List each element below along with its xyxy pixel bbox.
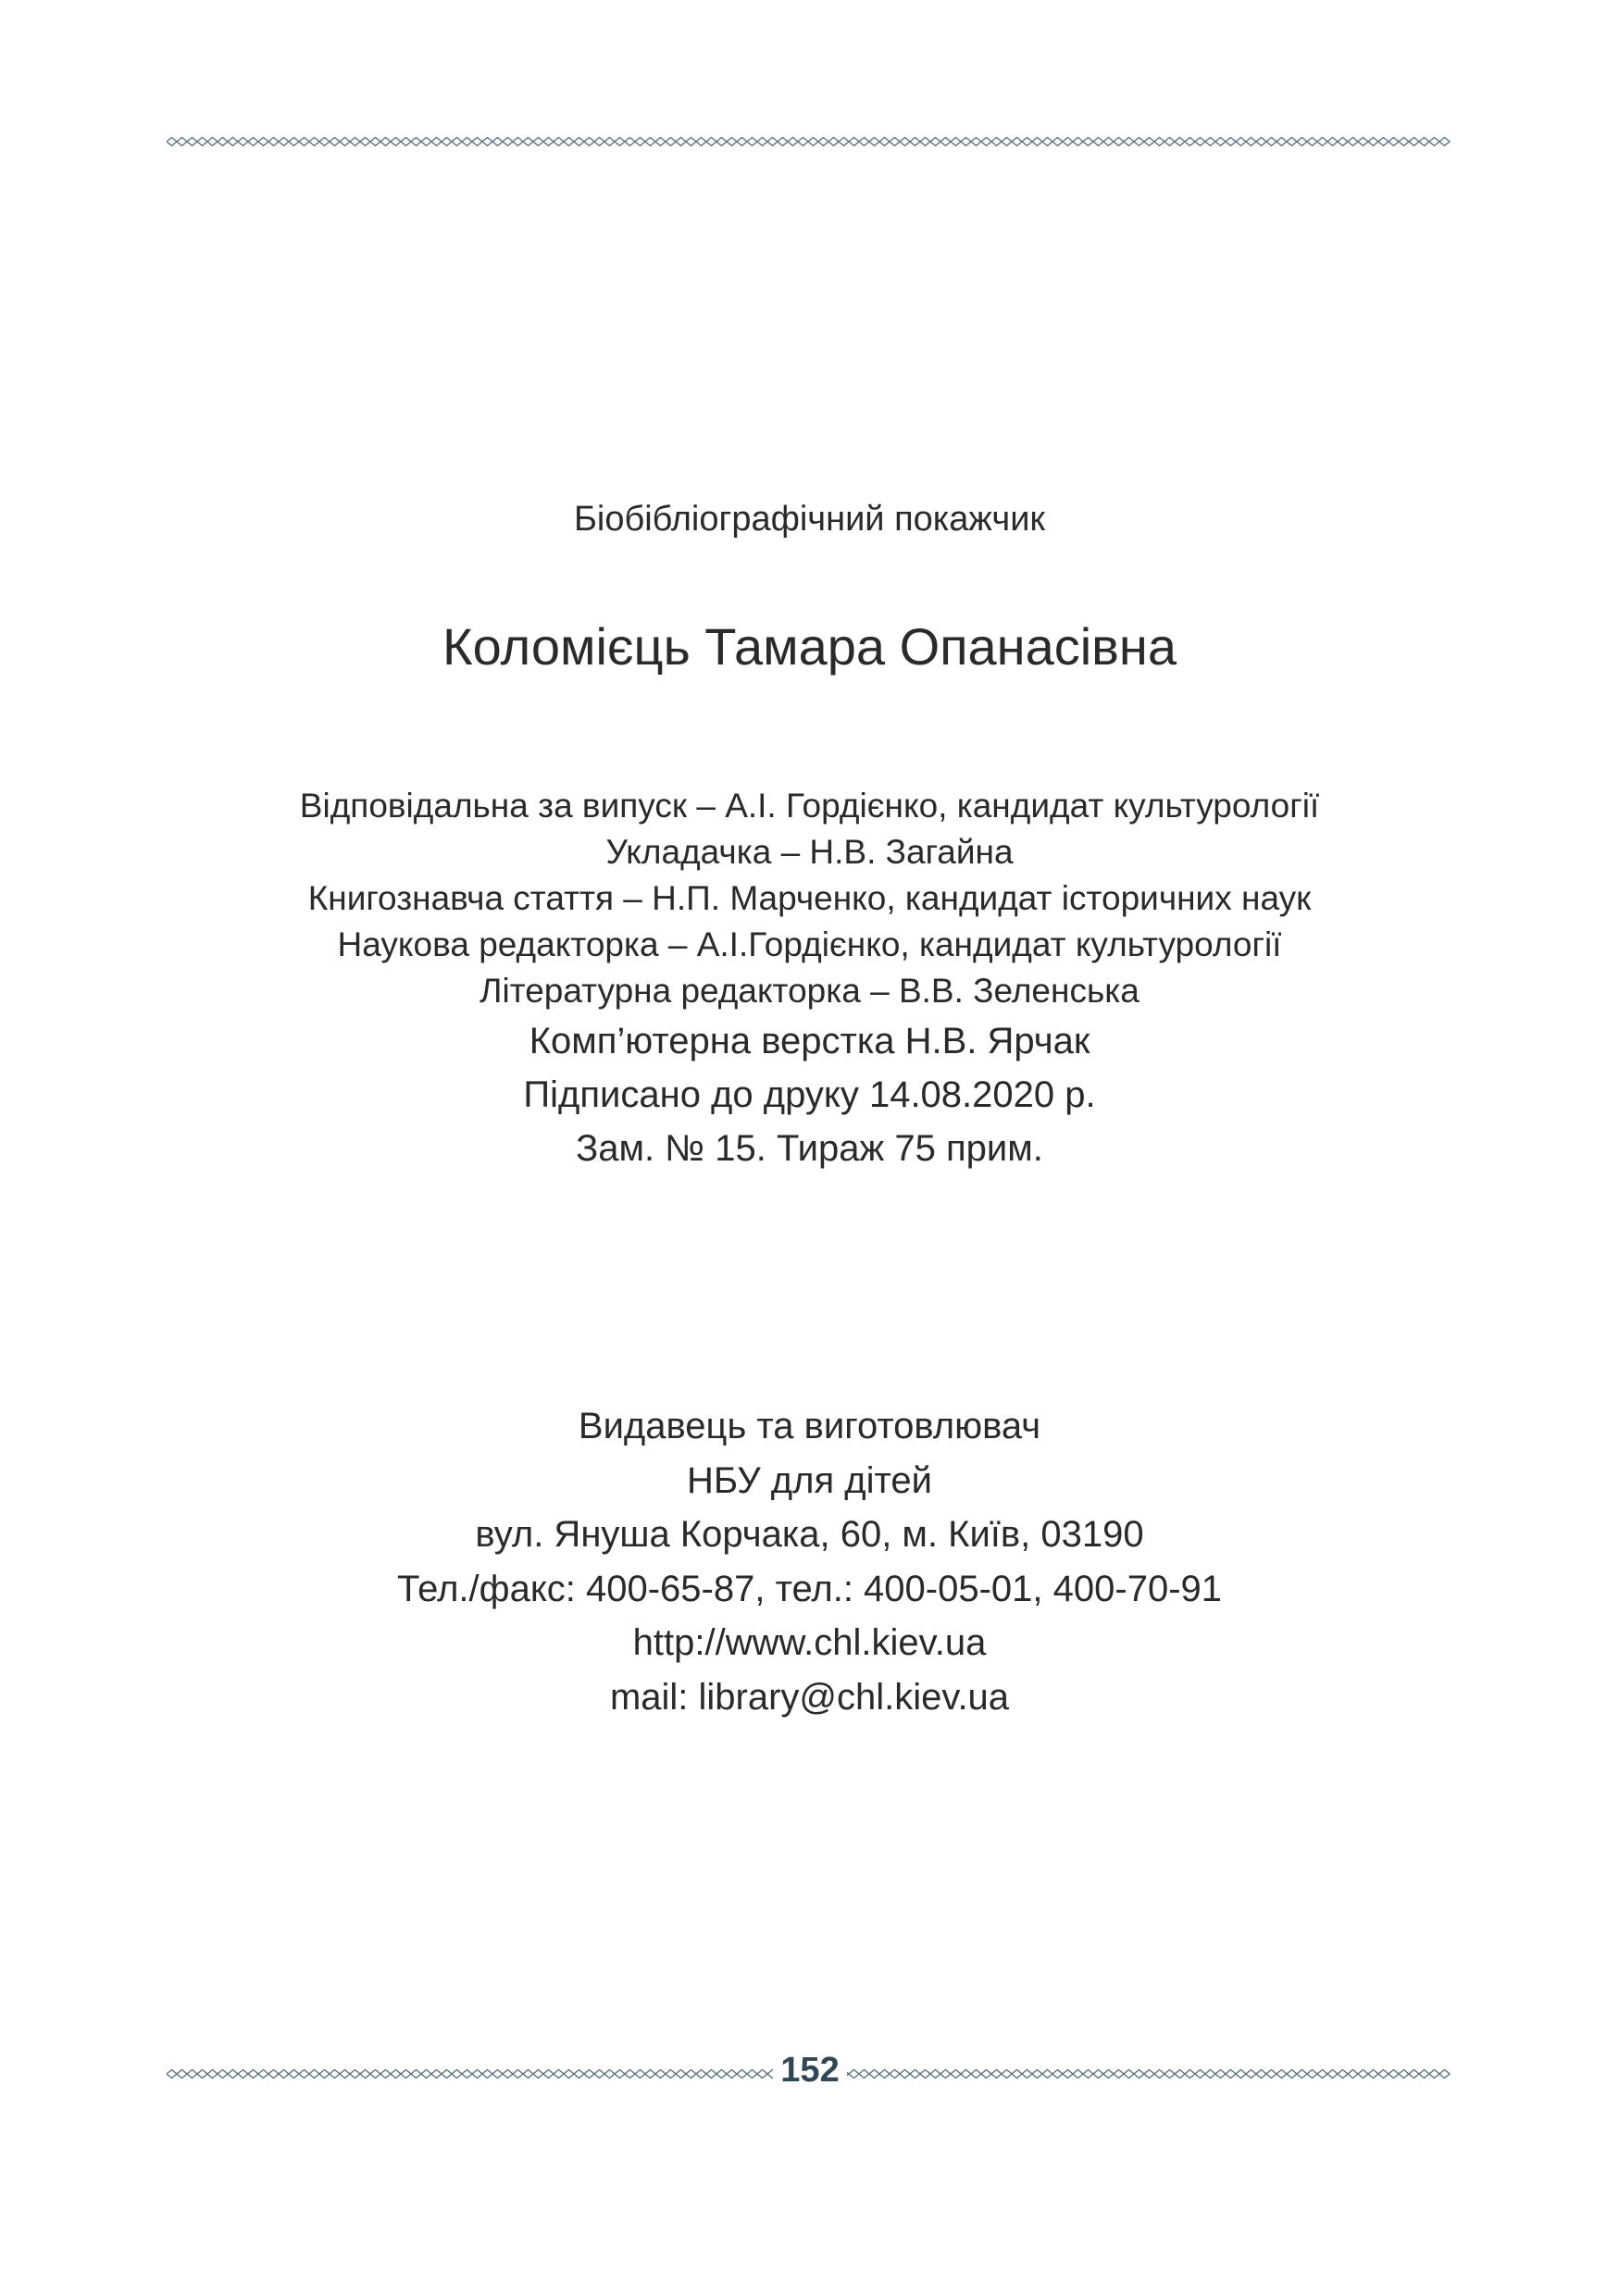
ornament-diamond (747, 2070, 757, 2079)
ornament-diamond (228, 2070, 238, 2079)
ornament-diamond (686, 2070, 696, 2079)
ornament-diamond (1287, 2070, 1297, 2079)
credits-block (0, 783, 1619, 1175)
ornament-diamond (849, 2070, 859, 2079)
ornament-diamond (1032, 2070, 1042, 2079)
ornament-diamond (808, 138, 818, 146)
ornament-diamond (1042, 2070, 1052, 2079)
ornament-diamond (1063, 2070, 1073, 2079)
ornament-diamond (1348, 138, 1358, 146)
ornament-diamond (248, 2070, 258, 2079)
ornament-diamond (818, 138, 828, 146)
ornament-diamond (727, 2070, 737, 2079)
credit-line-signed: Підписано до друку 14.08.2020 р. (523, 1074, 1096, 1115)
publisher-name: НБУ для дітей (687, 1459, 932, 1501)
ornament-diamond (696, 2070, 706, 2079)
ornament-diamond (472, 2070, 482, 2079)
ornament-diamond (330, 138, 340, 146)
ornament-diamond (472, 138, 482, 146)
ornament-diamond (452, 2070, 462, 2079)
ornament-diamond (635, 2070, 645, 2079)
ornament-diamond (778, 138, 788, 146)
ornament-diamond (564, 138, 574, 146)
ornament-diamond (218, 138, 228, 146)
ornament-diamond (900, 138, 910, 146)
ornament-diamond (513, 2070, 523, 2079)
ornament-diamond (238, 138, 248, 146)
ornament-diamond (879, 138, 890, 146)
ornament-diamond (635, 138, 645, 146)
ornament-diamond (268, 138, 279, 146)
ornament-diamond (676, 2070, 686, 2079)
ornament-diamond (228, 138, 238, 146)
ornament-diamond (706, 138, 716, 146)
ornament-diamond (1389, 2070, 1399, 2079)
ornament-diamond (971, 2070, 981, 2079)
ornament-diamond (289, 138, 299, 146)
ornament-diamond (1185, 2070, 1195, 2079)
ornament-diamond (309, 2070, 319, 2079)
ornament-diamond (1063, 138, 1073, 146)
ornament-diamond (218, 2070, 228, 2079)
ornament-diamond (1368, 138, 1378, 146)
ornament-diamond (1338, 2070, 1348, 2079)
ornament-diamond (482, 2070, 492, 2079)
ornament-diamond (574, 2070, 584, 2079)
ornament-diamond (655, 2070, 666, 2079)
ornament-diamond (503, 2070, 513, 2079)
ornament-diamond (167, 2070, 177, 2079)
ornament-diamond (1236, 138, 1246, 146)
ornament-diamond (788, 138, 798, 146)
ornament-diamond (1083, 138, 1093, 146)
ornament-diamond (543, 138, 554, 146)
ornament-diamond (1002, 138, 1012, 146)
ornament-diamond (1256, 2070, 1266, 2079)
ornament-diamond (625, 138, 635, 146)
credit-line-order: Зам. № 15. Тираж 75 прим. (576, 1128, 1043, 1169)
ornament-diamond (1144, 2070, 1154, 2079)
ornament-diamond (1175, 138, 1185, 146)
ornament-diamond (1256, 138, 1266, 146)
ornament-diamond (869, 2070, 879, 2079)
ornament-diamond (309, 138, 319, 146)
ornament-diamond (503, 138, 513, 146)
ornament-diamond (543, 2070, 554, 2079)
ornament-diamond (696, 138, 706, 146)
ornament-diamond (1399, 2070, 1409, 2079)
ornament-diamond (299, 2070, 309, 2079)
ornament-diamond (1226, 138, 1236, 146)
ornament-diamond (594, 138, 604, 146)
ornament-diamond (299, 138, 309, 146)
ornament-diamond (421, 138, 431, 146)
ornament-diamond (1439, 138, 1450, 146)
ornament-diamond (1429, 138, 1439, 146)
ornament-diamond (1266, 2070, 1277, 2079)
ornament-diamond (869, 138, 879, 146)
ornament-diamond (197, 138, 207, 146)
ornament-diamond (1134, 2070, 1144, 2079)
publisher-phone: Тел./факс: 400-65-87, тел.: 400-05-01, 400-70-91 (396, 1568, 1222, 1609)
document-title: Коломієць Тамара Опанасівна (442, 617, 1177, 676)
ornament-diamond (187, 138, 197, 146)
ornament-diamond (1154, 138, 1164, 146)
ornament-diamond (1419, 2070, 1429, 2079)
credit-line-compiler: Укладачка – Н.В. Загайна (605, 833, 1014, 871)
ornament-diamond (513, 138, 523, 146)
ornament-diamond (920, 138, 930, 146)
ornament-diamond (604, 2070, 615, 2079)
ornament-diamond (279, 138, 289, 146)
ornament-diamond (1052, 2070, 1063, 2079)
ornament-diamond (1164, 138, 1175, 146)
ornament-diamond (645, 138, 655, 146)
ornament-diamond (1124, 2070, 1134, 2079)
ornament-diamond (1378, 2070, 1389, 2079)
ornament-diamond (1154, 2070, 1164, 2079)
ornament-diamond (1103, 138, 1114, 146)
ornament-diamond (1093, 138, 1103, 146)
ornament-diamond (319, 2070, 330, 2079)
publisher-email: mail: library@chl.kiev.ua (609, 1676, 1010, 1718)
ornament-diamond (574, 138, 584, 146)
ornament-diamond (1134, 138, 1144, 146)
ornament-diamond (971, 138, 981, 146)
ornament-diamond (991, 138, 1002, 146)
ornament-diamond (1327, 2070, 1338, 2079)
ornament-diamond (391, 2070, 401, 2079)
ornament-diamond (1083, 2070, 1093, 2079)
ornament-diamond (1317, 2070, 1327, 2079)
ornament-diamond (930, 138, 940, 146)
ornament-diamond (1073, 138, 1083, 146)
ornament-diamond (370, 138, 380, 146)
ornament-diamond (1144, 138, 1154, 146)
ornament-diamond (564, 2070, 574, 2079)
credit-line-responsible: Відповідальна за випуск – А.І. Гордієнко, кандидат культурології (299, 787, 1320, 825)
ornament-diamond (1439, 2070, 1450, 2079)
ornament-diamond (1215, 2070, 1226, 2079)
ornament-diamond (492, 138, 503, 146)
ornament-diamond (1114, 138, 1124, 146)
credit-line-article: Книгознавча стаття – Н.П. Марченко, кандидат історичних наук (307, 879, 1312, 917)
ornament-diamond (279, 2070, 289, 2079)
ornament-diamond (757, 138, 767, 146)
ornament-diamond (1052, 138, 1063, 146)
ornament-diamond (533, 2070, 543, 2079)
ornament-diamond (1185, 138, 1195, 146)
ornament-diamond (187, 2070, 197, 2079)
ornament-diamond (1327, 138, 1338, 146)
ornament-diamond (1114, 2070, 1124, 2079)
ornament-diamond (716, 138, 727, 146)
ornament-diamond (1215, 138, 1226, 146)
ornament-diamond (421, 2070, 431, 2079)
ornament-diamond (727, 138, 737, 146)
ornament-diamond (859, 138, 869, 146)
ornament-diamond (248, 138, 258, 146)
ornament-diamond (1195, 138, 1205, 146)
ornament-diamond (197, 2070, 207, 2079)
top-ornamental-rule (167, 135, 1453, 148)
ornament-diamond (350, 2070, 360, 2079)
ornament-diamond (737, 138, 747, 146)
ornament-diamond (1195, 2070, 1205, 2079)
ornament-diamond (330, 2070, 340, 2079)
ornament-diamond (340, 2070, 350, 2079)
ornament-diamond (442, 138, 452, 146)
ornament-diamond (1317, 138, 1327, 146)
ornament-diamond (757, 2070, 767, 2079)
ornament-diamond (1246, 138, 1256, 146)
ornament-diamond (1266, 138, 1277, 146)
ornament-diamond (1368, 2070, 1378, 2079)
ornament-diamond (676, 138, 686, 146)
ornament-diamond (859, 2070, 869, 2079)
ornament-diamond (431, 138, 442, 146)
publisher-block (0, 1399, 1619, 1724)
ornament-diamond (940, 2070, 951, 2079)
publisher-website: http://www.chl.kiev.ua (632, 1622, 987, 1663)
ornament-diamond (1124, 138, 1134, 146)
ornament-diamond (340, 138, 350, 146)
ornament-diamond (961, 2070, 971, 2079)
ornament-diamond (258, 138, 268, 146)
ornament-diamond (879, 2070, 890, 2079)
ornament-diamond (981, 2070, 991, 2079)
ornament-diamond (452, 138, 462, 146)
ornament-diamond (482, 138, 492, 146)
ornament-diamond (258, 2070, 268, 2079)
ornament-diamond (1297, 2070, 1307, 2079)
ornament-diamond (655, 138, 666, 146)
ornament-diamond (1022, 2070, 1032, 2079)
ornament-diamond (1378, 138, 1389, 146)
ornament-diamond (584, 138, 594, 146)
ornament-diamond (1358, 138, 1368, 146)
ornament-diamond (1012, 138, 1022, 146)
ornament-diamond (910, 138, 920, 146)
ornament-diamond (319, 138, 330, 146)
ornament-diamond (167, 138, 177, 146)
ornament-diamond (1419, 138, 1429, 146)
ornament-diamond (981, 138, 991, 146)
ornament-diamond (625, 2070, 635, 2079)
ornament-diamond (1358, 2070, 1368, 2079)
ornament-diamond (910, 2070, 920, 2079)
ornament-diamond (207, 2070, 218, 2079)
ornament-diamond (1277, 2070, 1287, 2079)
ornament-diamond (523, 2070, 533, 2079)
ornament-diamond (380, 138, 391, 146)
ornament-diamond (370, 2070, 380, 2079)
page-number: 152 (773, 2048, 847, 2092)
ornament-diamond (1022, 138, 1032, 146)
ornament-diamond (828, 138, 839, 146)
ornament-diamond (1287, 138, 1297, 146)
ornament-diamond (666, 138, 676, 146)
ornament-diamond (747, 138, 757, 146)
ornament-diamond (737, 2070, 747, 2079)
ornament-diamond (1307, 138, 1317, 146)
ornament-diamond (686, 138, 696, 146)
ornament-diamond (1236, 2070, 1246, 2079)
ornament-diamond (961, 138, 971, 146)
ornament-diamond (706, 2070, 716, 2079)
ornament-diamond (615, 2070, 625, 2079)
ornament-diamond (350, 138, 360, 146)
ornament-diamond (492, 2070, 503, 2079)
ornament-diamond (1307, 2070, 1317, 2079)
ornament-diamond (462, 138, 472, 146)
ornament-diamond (177, 138, 187, 146)
publisher-address: вул. Януша Корчака, 60, м. Київ, 03190 (475, 1514, 1144, 1555)
ornament-diamond (991, 2070, 1002, 2079)
ornament-diamond (177, 2070, 187, 2079)
ornament-diamond (207, 138, 218, 146)
ornament-diamond (411, 2070, 421, 2079)
document-subtitle: Біобібліографічний покажчик (573, 500, 1046, 539)
credit-line-layout: Комп’ютерна верстка Н.В. Ярчак (529, 1021, 1090, 1061)
ornament-diamond (930, 2070, 940, 2079)
ornament-diamond (716, 2070, 727, 2079)
ornament-diamond (360, 2070, 370, 2079)
ornament-diamond (584, 2070, 594, 2079)
publisher-heading: Видавець та виготовлювач (578, 1406, 1041, 1446)
ornament-diamond (645, 2070, 655, 2079)
ornament-diamond (1103, 2070, 1114, 2079)
ornament-diamond (554, 2070, 564, 2079)
ornament-diamond (1297, 138, 1307, 146)
ornament-diamond (604, 138, 615, 146)
ornament-diamond (1164, 2070, 1175, 2079)
ornament-diamond (849, 138, 859, 146)
ornament-diamond (289, 2070, 299, 2079)
ornament-diamond (1409, 2070, 1419, 2079)
ornament-diamond (1073, 2070, 1083, 2079)
ornament-diamond (391, 138, 401, 146)
ornament-diamond (798, 138, 808, 146)
ornament-diamond (1175, 2070, 1185, 2079)
ornament-diamond (767, 138, 778, 146)
ornament-diamond (1093, 2070, 1103, 2079)
ornament-diamond (1042, 138, 1052, 146)
ornament-diamond (666, 2070, 676, 2079)
ornament-diamond (431, 2070, 442, 2079)
ornament-diamond (1246, 2070, 1256, 2079)
ornament-diamond (1348, 2070, 1358, 2079)
ornament-diamond (554, 138, 564, 146)
ornament-diamond (523, 138, 533, 146)
ornament-diamond (1399, 138, 1409, 146)
ornament-diamond (360, 138, 370, 146)
ornament-diamond (1002, 2070, 1012, 2079)
ornament-diamond (1429, 2070, 1439, 2079)
ornament-diamond (1277, 138, 1287, 146)
ornament-diamond (920, 2070, 930, 2079)
credit-line-scientific-editor: Наукова редакторка – А.І.Гордієнко, кандидат культурології (337, 925, 1282, 963)
ornament-diamond (411, 138, 421, 146)
ornament-diamond (462, 2070, 472, 2079)
ornament-diamond (951, 138, 961, 146)
ornament-diamond (839, 138, 849, 146)
ornament-diamond (442, 2070, 452, 2079)
ornament-diamond (1389, 138, 1399, 146)
ornament-diamond (401, 138, 411, 146)
ornament-diamond (594, 2070, 604, 2079)
ornament-diamond (1032, 138, 1042, 146)
ornament-diamond (1205, 2070, 1215, 2079)
ornament-diamond (1205, 138, 1215, 146)
ornament-diamond (238, 2070, 248, 2079)
ornament-diamond (380, 2070, 391, 2079)
ornament-diamond (533, 138, 543, 146)
ornament-diamond (401, 2070, 411, 2079)
ornament-diamond (1338, 138, 1348, 146)
ornament-diamond (900, 2070, 910, 2079)
ornament-diamond (951, 2070, 961, 2079)
ornament-diamond (890, 138, 900, 146)
ornament-diamond (268, 2070, 279, 2079)
ornament-diamond (940, 138, 951, 146)
ornament-diamond (615, 138, 625, 146)
ornament-diamond (1226, 2070, 1236, 2079)
ornament-diamond (1012, 2070, 1022, 2079)
ornament-diamond (890, 2070, 900, 2079)
credit-line-literary-editor: Літературна редакторка – В.В. Зеленська (479, 972, 1140, 1010)
ornament-diamond (1409, 138, 1419, 146)
